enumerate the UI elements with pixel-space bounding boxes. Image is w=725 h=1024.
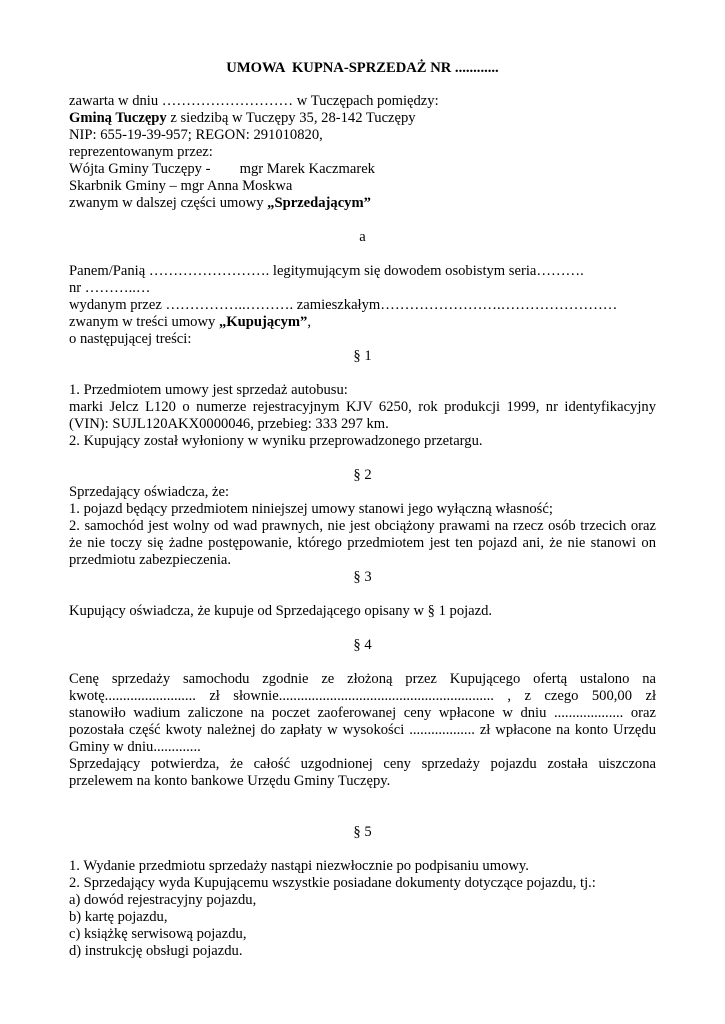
- buyer-called-line: [69, 313, 311, 331]
- treasurer-line: Skarbnik Gminy – mgr Anna Moskwa: [69, 178, 293, 194]
- preamble-date-line: zawarta w dniu ……………………… w Tuczępach pomiędzy:: [69, 93, 439, 109]
- and-separator: a: [359, 229, 366, 245]
- section-1-p3: 2. Kupujący został wyłoniony w wyniku przeprowadzonego przetargu.: [69, 433, 483, 449]
- seller-ids: NIP: 655-19-39-957; REGON: 291010820,: [69, 127, 323, 143]
- content-intro: o następującej treści:: [69, 331, 192, 347]
- section-4-l2: kwotę......................... zł słownie........................................................... , z czego 500,00 zł: [69, 688, 656, 704]
- section-2-header: § 2: [353, 467, 372, 483]
- section-5-p1: 1. Wydanie przedmiotu sprzedaży nastąpi niezwłocznie po podpisaniu umowy.: [69, 858, 529, 874]
- seller-called-text: zwanym w dalszej części umowy: [69, 195, 268, 211]
- section-4-header: § 4: [353, 637, 372, 653]
- section-2-p3b: że nie toczy się żadne postępowanie, którego przedmiotem jest ten pojazd ani, że nie stanowi on: [69, 535, 656, 551]
- seller-address: z siedzibą w Tuczępy 35, 28-142 Tuczępy: [166, 110, 416, 126]
- section-2-p1: Sprzedający oświadcza, że:: [69, 484, 230, 500]
- section-5-item-b: b) kartę pojazdu,: [69, 909, 168, 925]
- seller-line: [69, 109, 416, 127]
- buyer-called-text: zwanym w treści umowy: [69, 314, 219, 330]
- section-5-p2: 2. Sprzedający wyda Kupującemu wszystkie posiadane dokumenty dotyczące pojazdu, tj.:: [69, 875, 596, 891]
- seller-called-line: [69, 194, 371, 212]
- section-4-l4: pozostała część kwoty należnej do zapłaty w wysokości .................. zł wpłacone na konto Urzędu: [69, 722, 656, 738]
- section-4-l7: przelewem na konto bankowe Urzędu Gminy Tuczępy.: [69, 773, 391, 789]
- section-5-item-c: c) książkę serwisową pojazdu,: [69, 926, 247, 942]
- contract-title: UMOWA KUPNA-SPRZEDAŻ NR ............: [226, 60, 499, 76]
- seller-label: „Sprzedającym”: [267, 195, 371, 211]
- section-5-item-a: a) dowód rejestracyjny pojazdu,: [69, 892, 257, 908]
- section-1-p2a: marki Jelcz L120 o numerze rejestracyjnym KJV 6250, rok produkcji 1999, nr identyfikacyjny: [69, 399, 656, 415]
- section-2-p3c: przedmiotu zabezpieczenia.: [69, 552, 232, 568]
- section-4-l5: Gminy w dniu.............: [69, 739, 201, 755]
- section-1-header: § 1: [353, 348, 372, 364]
- section-2-p2: 1. pojazd będący przedmiotem niniejszej umowy stanowi jego wyłączną własność;: [69, 501, 553, 517]
- buyer-line-2: nr ………..…: [69, 280, 151, 296]
- mayor-line: Wójta Gminy Tuczępy - mgr Marek Kaczmarek: [69, 161, 375, 177]
- section-4-l3: stanowiło wadium zaliczone na poczet zaoferowanej ceny wpłacone w dniu ................... oraz: [69, 705, 656, 721]
- seller-name: Gminą Tuczępy: [69, 110, 167, 126]
- section-4-l1: Cenę sprzedaży samochodu zgodnie ze złożoną przez Kupującego ofertą ustalono na: [69, 671, 656, 687]
- buyer-label: „Kupującym”: [218, 314, 308, 330]
- section-5-header: § 5: [353, 824, 372, 840]
- section-1-p2b: (VIN): SUJL120AKX0000046, przebieg: 333 297 km.: [69, 416, 389, 432]
- buyer-line-1: Panem/Panią ……………………. legitymującym się dowodem osobistym seria……….: [69, 263, 584, 279]
- section-1-p1: 1. Przedmiotem umowy jest sprzedaż autobusu:: [69, 382, 348, 398]
- buyer-line-3: wydanym przez ……………..………. zamieszkałym…………………….……………………: [69, 297, 618, 313]
- section-3-p1: Kupujący oświadcza, że kupuje od Sprzedającego opisany w § 1 pojazd.: [69, 603, 493, 619]
- section-2-p3a: 2. samochód jest wolny od wad prawnych, nie jest obciążony prawami na rzecz osób trzecich oraz: [69, 518, 656, 534]
- section-3-header: § 3: [353, 569, 372, 585]
- section-5-item-d: d) instrukcję obsługi pojazdu.: [69, 943, 243, 959]
- buyer-called-end: ,: [307, 314, 312, 330]
- represented-by: reprezentowanym przez:: [69, 144, 213, 160]
- section-4-l6: Sprzedający potwierdza, że całość uzgodnionej ceny sprzedaży pojazdu została uiszczona: [69, 756, 656, 772]
